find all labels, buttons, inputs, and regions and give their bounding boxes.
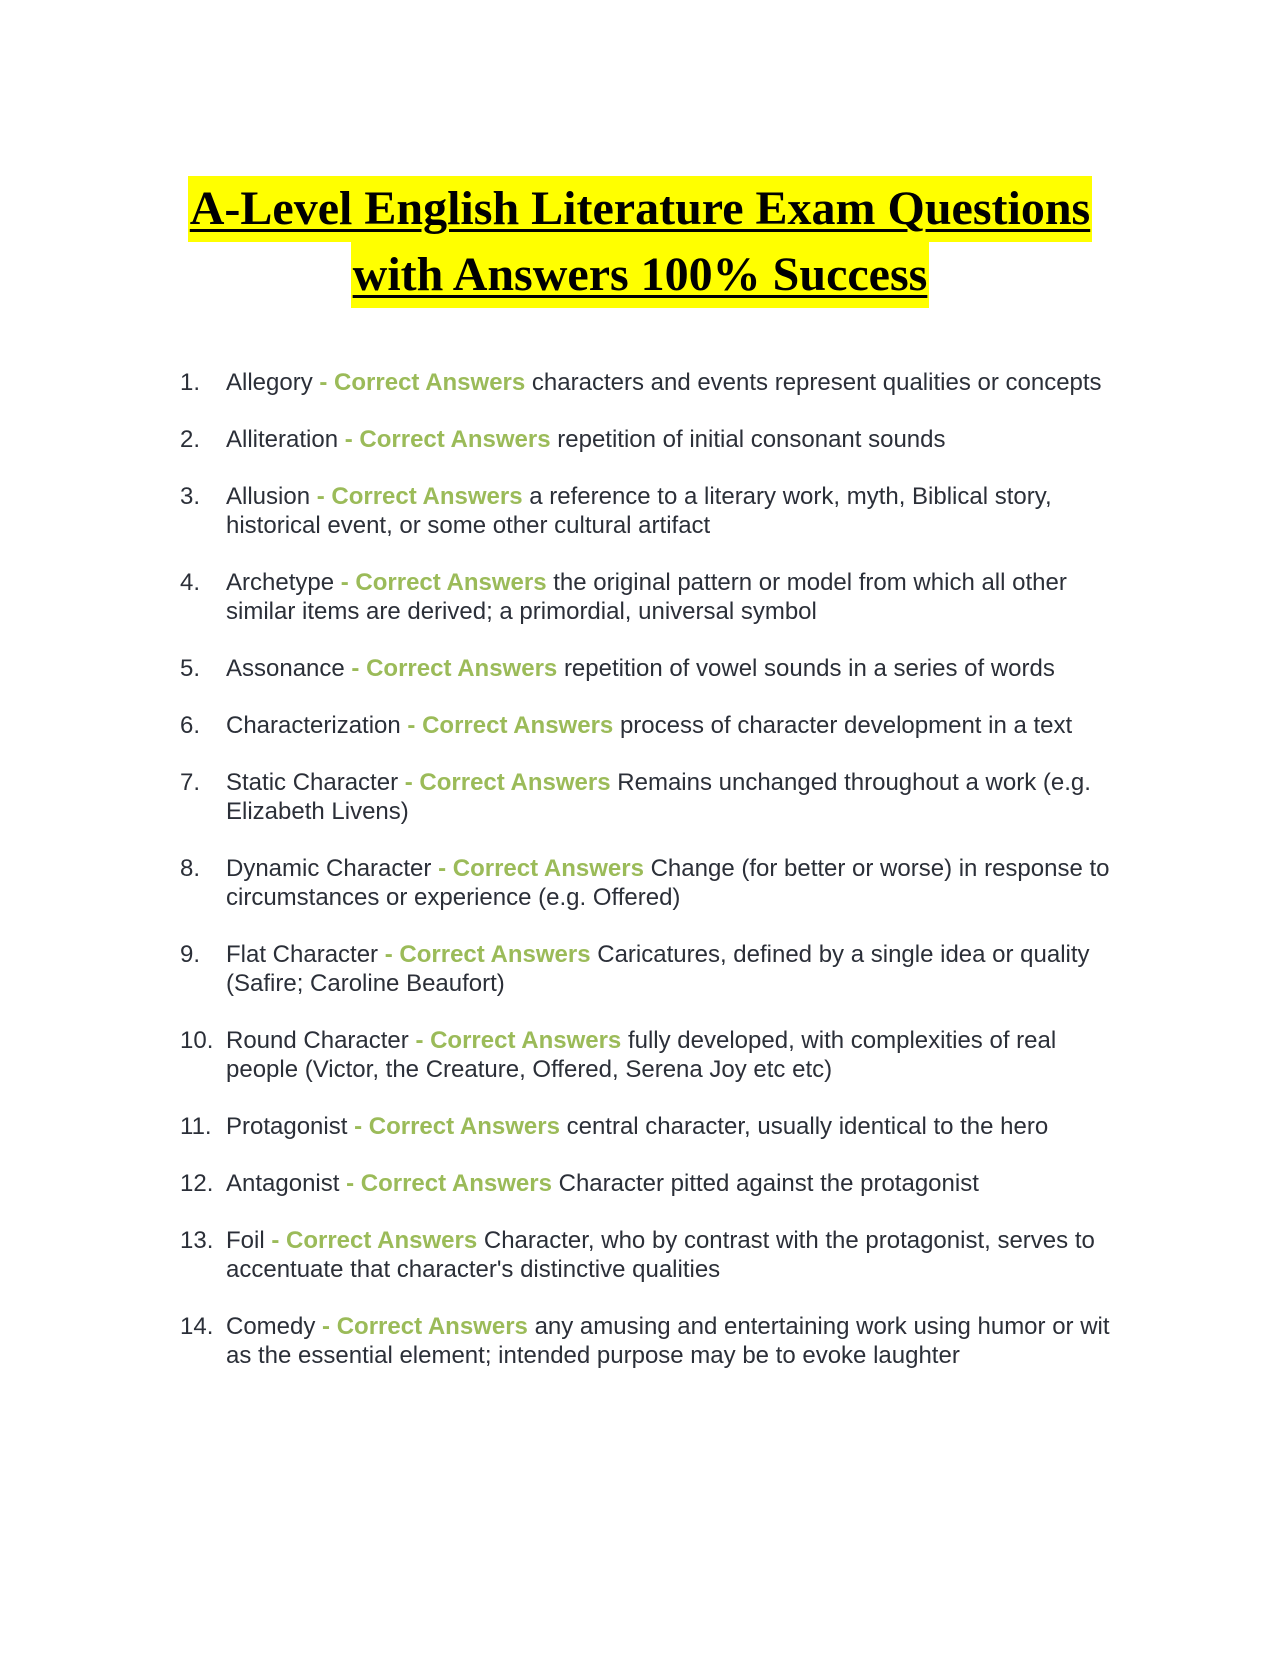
correct-answers-label: - Correct Answers [322, 1313, 528, 1340]
list-item [180, 368, 1120, 397]
item-term: Dynamic Character [226, 855, 432, 882]
item-definition: any amusing and entertaining work using humor or wit as the essential element; intended purpose may be to evoke laughter [226, 1313, 1110, 1369]
item-text [226, 940, 1120, 998]
correct-answers-label: - Correct Answers [340, 569, 547, 596]
item-term: Flat Character [226, 941, 379, 968]
list-item [180, 854, 1120, 912]
item-text [226, 425, 1120, 454]
qa-list [180, 368, 1120, 1398]
correct-answers-label: - Correct Answers [346, 1170, 552, 1197]
item-definition: characters and events represent qualities or concepts [531, 369, 1102, 396]
item-definition: Remains unchanged throughout a work (e.g. Elizabeth Livens) [226, 769, 1091, 825]
item-term: Allegory [226, 369, 313, 396]
document-title [160, 176, 1120, 308]
item-text [226, 368, 1120, 397]
item-number: 11. [180, 1113, 212, 1140]
correct-answers-label: - Correct Answers [404, 769, 611, 796]
item-definition: Character pitted against the protagonist [558, 1170, 979, 1197]
item-text [226, 1226, 1120, 1284]
correct-answers-label: - Correct Answers [415, 1027, 622, 1054]
correct-answers-label: - Correct Answers [407, 712, 614, 739]
item-text [226, 711, 1120, 740]
correct-answers-label: - Correct Answers [354, 1113, 560, 1140]
list-item [180, 425, 1120, 454]
item-text [226, 1169, 1120, 1198]
item-text [226, 1112, 1120, 1141]
item-term: Foil [226, 1227, 265, 1254]
correct-answers-label: - Correct Answers [351, 655, 558, 682]
item-definition: Caricatures, defined by a single idea or quality (Safire; Caroline Beaufort) [226, 941, 1090, 997]
item-definition: process of character development in a text [619, 712, 1073, 739]
correct-answers-label: - Correct Answers [384, 941, 591, 968]
item-number: 7. [180, 769, 201, 796]
item-term: Comedy [226, 1313, 316, 1340]
item-text [226, 482, 1120, 540]
item-text [226, 854, 1120, 912]
list-item [180, 711, 1120, 740]
correct-answers-label: - Correct Answers [319, 369, 526, 396]
item-text [226, 654, 1120, 683]
item-definition: the original pattern or model from which all other similar items are derived; a primordial, universal symbol [226, 569, 1067, 625]
list-item [180, 1112, 1120, 1141]
item-term: Antagonist [226, 1170, 340, 1197]
item-text [226, 1026, 1120, 1084]
item-term: Alliteration [226, 426, 339, 453]
list-item [180, 568, 1120, 626]
item-definition: fully developed, with complexities of real people (Victor, the Creature, Offered, Serena Joy etc etc) [226, 1027, 1057, 1083]
item-number: 6. [180, 712, 201, 739]
item-definition: Change (for better or worse) in response to circumstances or experience (e.g. Offered) [226, 855, 1110, 911]
list-item [180, 940, 1120, 998]
correct-answers-label: - Correct Answers [438, 855, 644, 882]
correct-answers-label: - Correct Answers [271, 1227, 478, 1254]
item-term: Allusion [226, 483, 311, 510]
item-number: 10. [180, 1027, 214, 1054]
correct-answers-label: - Correct Answers [316, 483, 523, 510]
item-number: 12. [180, 1170, 214, 1197]
item-definition: central character, usually identical to the hero [566, 1113, 1049, 1140]
item-number: 4. [180, 569, 201, 596]
item-number: 2. [180, 426, 201, 453]
item-number: 3. [180, 483, 201, 510]
item-definition: Character, who by contrast with the protagonist, serves to accentuate that character's distinctive qualities [226, 1227, 1095, 1283]
item-text [226, 768, 1120, 826]
item-term: Assonance [226, 655, 345, 682]
list-item [180, 482, 1120, 540]
item-term: Archetype [226, 569, 335, 596]
title-line-2: with Answers 100% Success [351, 242, 930, 308]
item-text [226, 1312, 1120, 1370]
item-term: Round Character [226, 1027, 409, 1054]
item-definition: a reference to a literary work, myth, Biblical story, historical event, or some other cultural artifact [226, 483, 1052, 539]
item-definition: repetition of initial consonant sounds [557, 426, 946, 453]
item-number: 14. [180, 1313, 214, 1340]
item-number: 13. [180, 1227, 214, 1254]
list-item [180, 1226, 1120, 1284]
list-item [180, 654, 1120, 683]
title-line-1: A-Level English Literature Exam Questions [188, 176, 1092, 242]
correct-answers-label: - Correct Answers [344, 426, 551, 453]
list-item [180, 1312, 1120, 1370]
list-item [180, 1026, 1120, 1084]
item-number: 1. [180, 369, 201, 396]
item-term: Protagonist [226, 1113, 348, 1140]
item-term: Static Character [226, 769, 399, 796]
item-term: Characterization [226, 712, 401, 739]
item-number: 9. [180, 941, 201, 968]
list-item [180, 768, 1120, 826]
list-item [180, 1169, 1120, 1198]
item-number: 5. [180, 655, 201, 682]
item-number: 8. [180, 855, 201, 882]
item-definition: repetition of vowel sounds in a series of words [563, 655, 1055, 682]
item-text [226, 568, 1120, 626]
